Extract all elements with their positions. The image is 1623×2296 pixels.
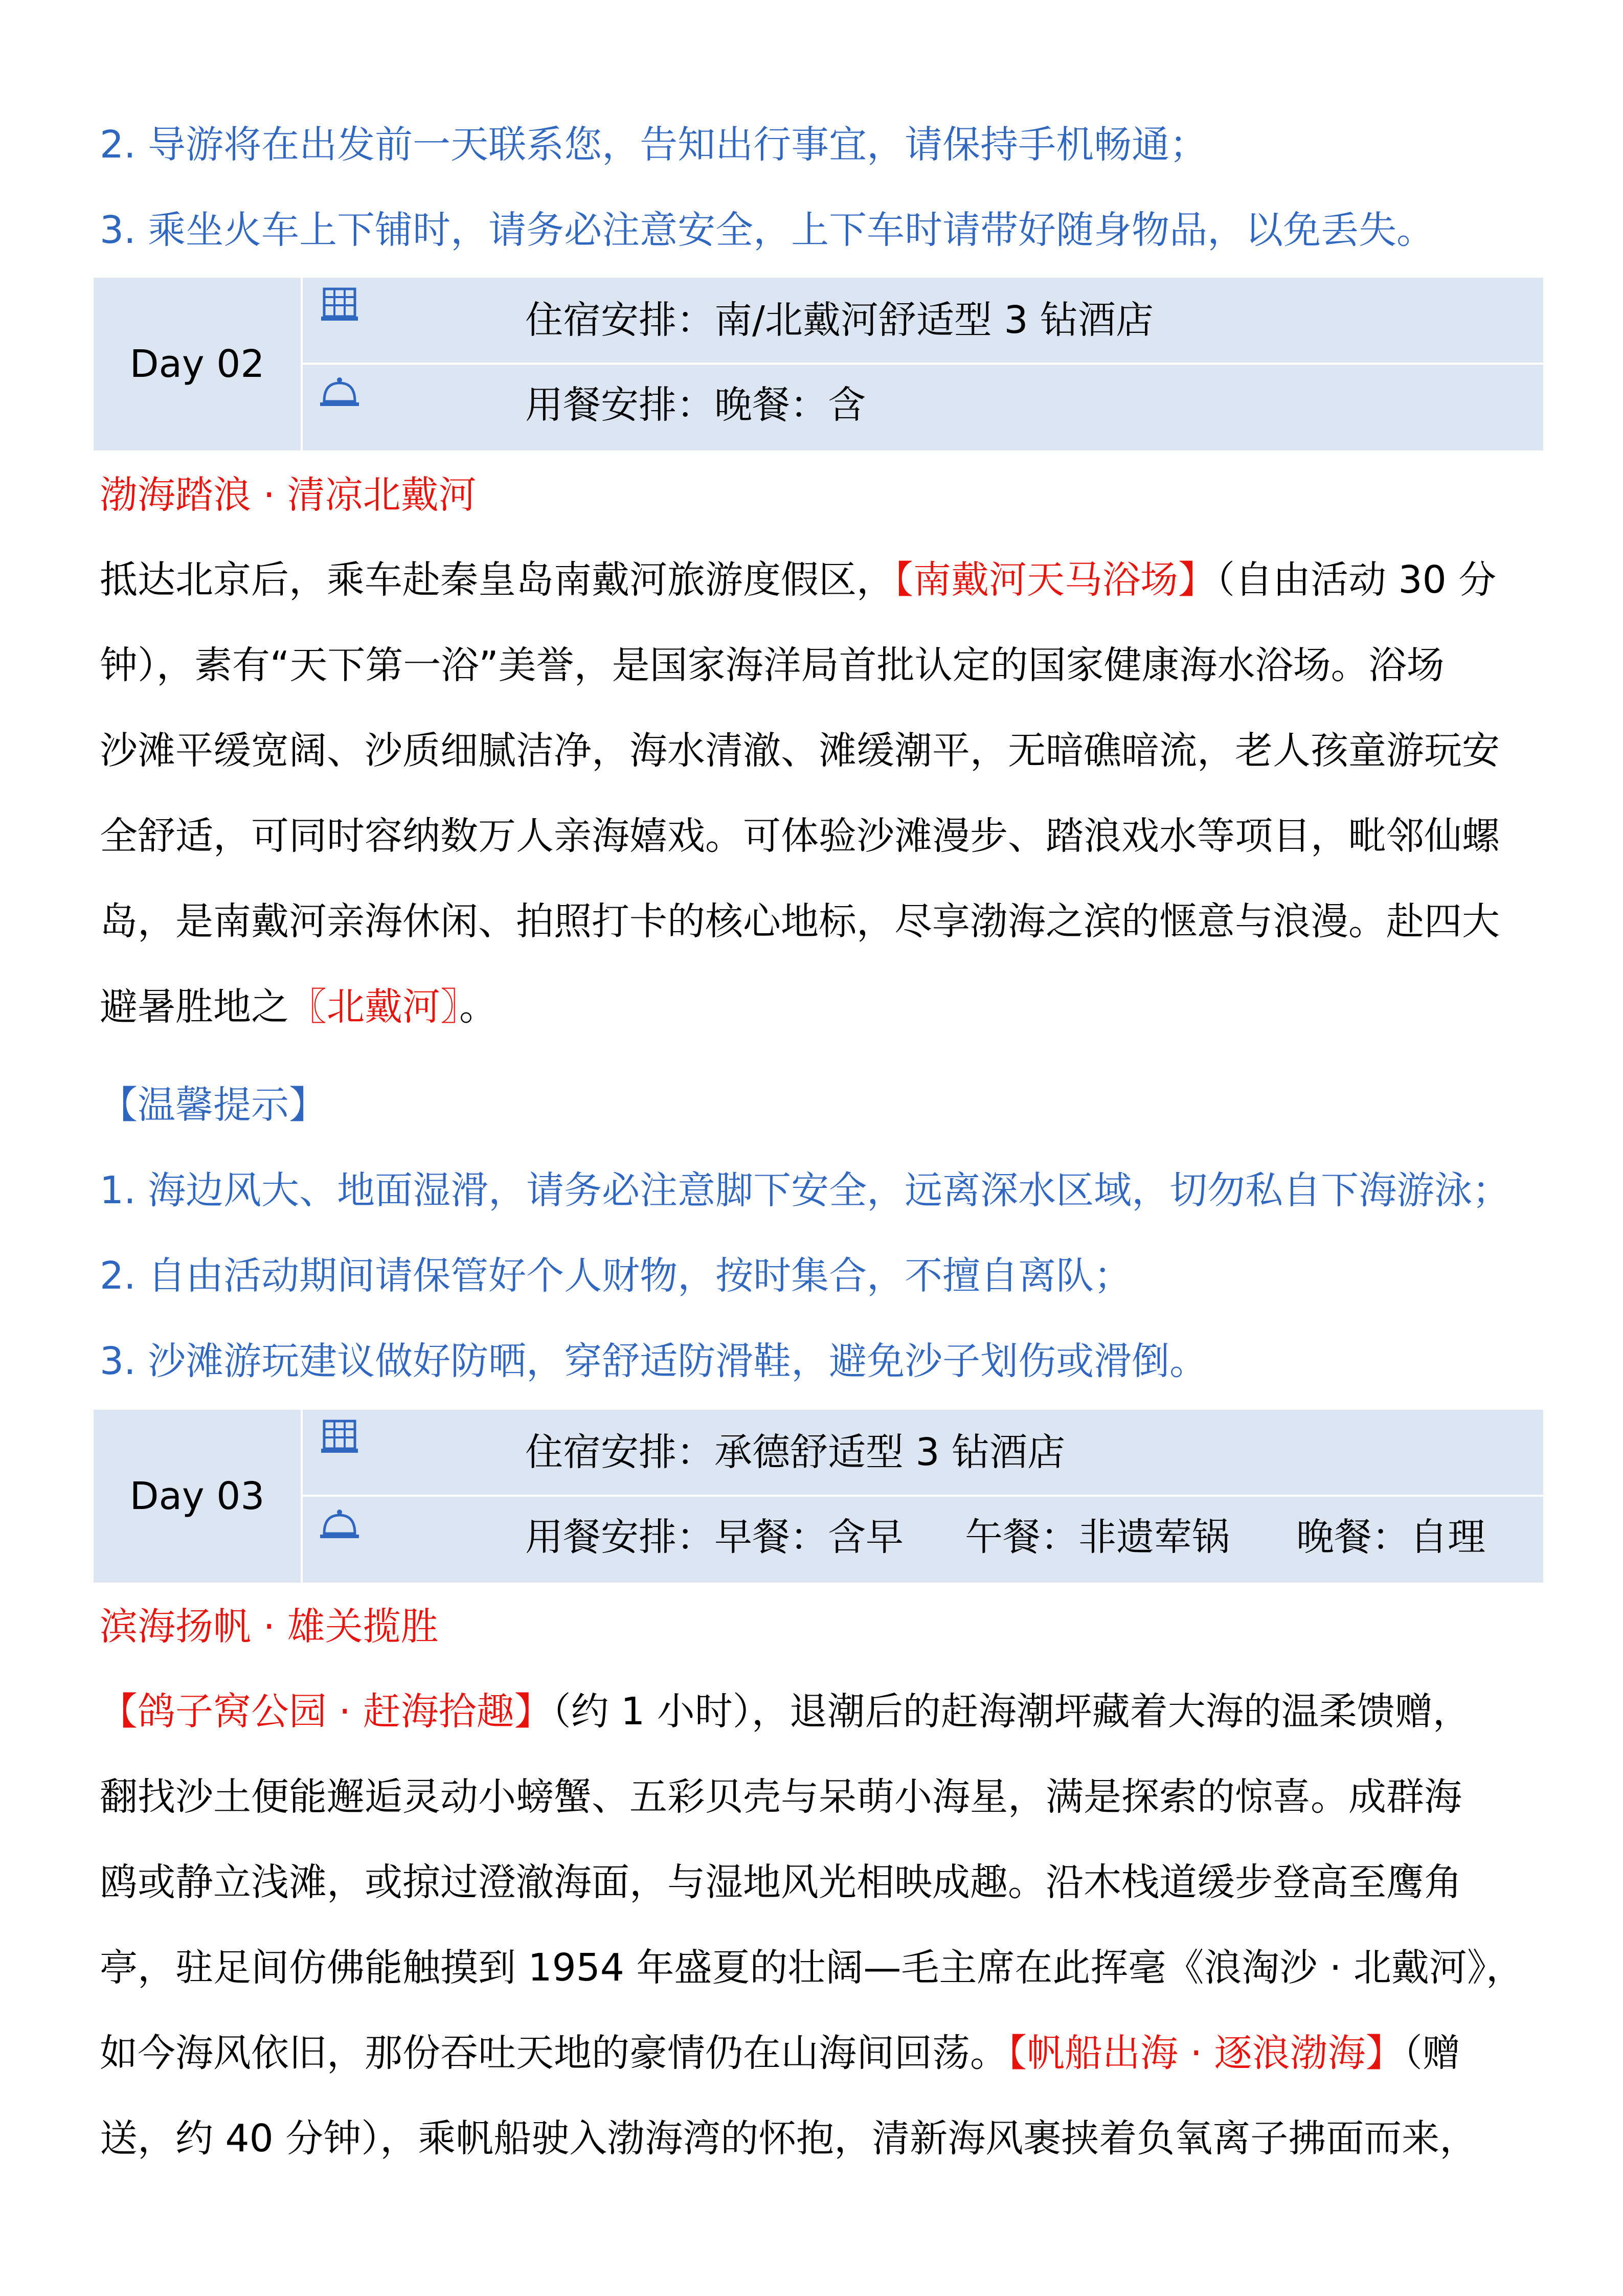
paragraph-line: 如今海风依旧，那份吞吐天地的豪情仍在山海间回荡。【帆船出海 · 逐浪渤海】（赠 [100, 2031, 1460, 2075]
day02-table [94, 278, 1543, 451]
tip-item: 3. 沙滩游玩建议做好防晒，穿舒适防滑鞋，避免沙子划伤或滑倒。 [100, 1339, 1208, 1383]
tip-item: 1. 海边风大、地面湿滑，请务必注意脚下安全，远离深水区域，切勿私自下海游泳； [100, 1168, 1511, 1212]
highlight-place: 【帆船出海 · 逐浪渤海】 [1008, 2031, 1404, 2075]
paragraph-line: 亭，驻足间仿佛能触摸到 1954 年盛夏的壮阔—毛主席在此挥毫《浪淘沙 · 北戴河》， [100, 1946, 1524, 1990]
day-label: Day 03 [129, 1474, 265, 1518]
meals-text: 用餐安排：晚餐：含 [525, 383, 866, 427]
tips-heading: 【温馨提示】 [100, 1083, 327, 1127]
dining-bell-icon [318, 1504, 361, 1547]
lodging-row [303, 1410, 1543, 1495]
lodging-text: 住宿安排：承德舒适型 3 钻酒店 [525, 1430, 1066, 1474]
section2-paragraph [100, 537, 1531, 1050]
paragraph-line: 【鸽子窝公园 · 赶海拾趣】（约 1 小时），退潮后的赶海潮坪藏着大海的温柔馈赠， [100, 1690, 1471, 1734]
tip-item-3: 3. 乘坐火车上下铺时，请务必注意安全，上下车时请带好随身物品，以免丢失。 [100, 208, 1435, 252]
breakfast-text: 用餐安排：早餐：含早 [525, 1515, 904, 1559]
lodging-row [303, 278, 1543, 363]
hotel-icon [318, 285, 361, 328]
paragraph-line: 翻找沙土便能邂逅灵动小螃蟹、五彩贝壳与呆萌小海星，满是探索的惊喜。成群海 [100, 1775, 1462, 1819]
paragraph-line: 抵达北京后，乘车赴秦皇岛南戴河旅游度假区，【南戴河天马浴场】（自由活动 30 分 [100, 558, 1497, 602]
day-label: Day 02 [129, 342, 265, 386]
highlight-place: 【鸽子窝公园 · 赶海拾趣】 [100, 1690, 552, 1734]
paragraph-line: 沙滩平缓宽阔、沙质细腻洁净，海水清澈、滩缓潮平，无暗礁暗流，老人孩童游玩安 [100, 729, 1500, 773]
hotel-icon [318, 1417, 361, 1460]
section3-paragraph [100, 1669, 1531, 2181]
paragraph-line: 鸥或静立浅滩，或掠过澄澈海面，与湿地风光相映成趣。沿木栈道缓步登高至鹰角 [100, 1860, 1462, 1904]
paragraph-line: 送，约 40 分钟），乘帆船驶入渤海湾的怀抱，清新海风裹挟着负氧离子拂面而来， [100, 2117, 1478, 2160]
dining-bell-icon [318, 372, 361, 415]
tip-item-2: 2. 导游将在出发前一天联系您，告知出行事宜，请保持手机畅通； [100, 123, 1208, 167]
section-title: 渤海踏浪 · 清凉北戴河 [100, 473, 477, 517]
dinner-text: 晚餐：自理 [1296, 1515, 1485, 1559]
day03-table [94, 1410, 1543, 1583]
section-title: 滨海扬帆 · 雄关揽胜 [100, 1605, 439, 1649]
meals-text [525, 1495, 1485, 1580]
paragraph-line: 全舒适，可同时容纳数万人亲海嬉戏。可体验沙滩漫步、踏浪戏水等项目，毗邻仙螺 [100, 814, 1500, 858]
highlight-place: 【南戴河天马浴场】 [894, 558, 1216, 602]
tip-item: 2. 自由活动期间请保管好个人财物，按时集合，不擅自离队； [100, 1254, 1132, 1298]
lodging-text: 住宿安排：南/北戴河舒适型 3 钻酒店 [525, 298, 1154, 342]
lunch-text: 午餐：非遗荤锅 [965, 1515, 1230, 1559]
paragraph-line: 钟），素有“天下第一浴”美誉，是国家海洋局首批认定的国家健康海水浴场。浴场 [100, 643, 1445, 687]
meals-row [303, 365, 1543, 449]
paragraph-line: 岛，是南戴河亲海休闲、拍照打卡的核心地标，尽享渤海之滨的惬意与浪漫。赴四大 [100, 899, 1500, 943]
meals-row [303, 1497, 1543, 1582]
highlight-place: 〖北戴河〗 [289, 985, 459, 1029]
paragraph-line: 避暑胜地之〖北戴河〗。 [100, 985, 497, 1029]
